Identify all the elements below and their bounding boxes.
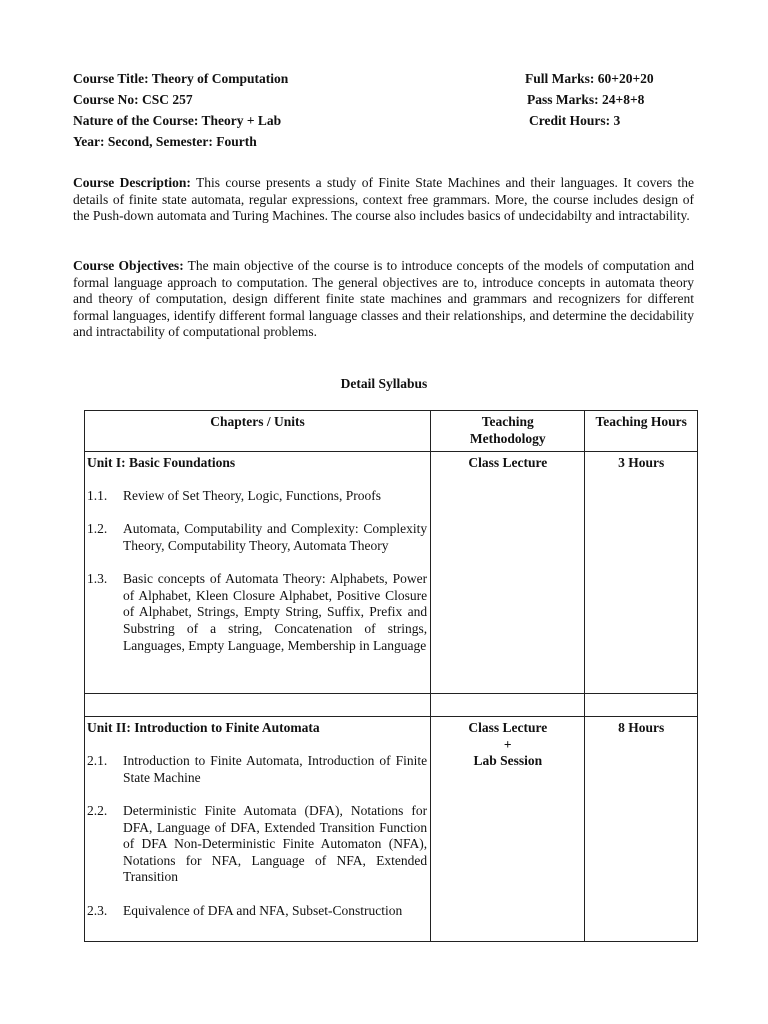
objectives-text: The main objective of the course is to introduce concepts of the models of computation and formal language approach to computation. The general objectives are to, introduce concepts in automata theory and theory of computation, design different finite state machines and grammars and recognizers for different formal languages, identify different formal language classes and their relationships, and determine the decidability and intractability of computational problems. bbox=[73, 258, 694, 340]
course-nature: Nature of the Course: Theory + Lab bbox=[73, 113, 282, 128]
full-marks: Full Marks: 60+20+20 bbox=[525, 71, 654, 86]
course-title: Course Title: Theory of Computation bbox=[73, 71, 289, 86]
item-text: Deterministic Finite Automata (DFA), Notations for DFA, Language of DFA, Extended Transition Function of DFA Non-Deterministic Finite Automaton (NFA), Notations for NFA, Language of NFA, Extended Transition bbox=[123, 802, 428, 885]
header-methodology-line2: Methodology bbox=[469, 430, 546, 446]
objectives-label: Course Objectives: bbox=[73, 258, 184, 273]
unit-2-methodology-line2: + bbox=[503, 736, 512, 752]
spacer-cell bbox=[585, 694, 698, 717]
unit-1-methodology-text: Class Lecture bbox=[468, 455, 548, 470]
item-number: 1.1. bbox=[87, 488, 108, 504]
unit-2-methodology-line3: Lab Session bbox=[473, 753, 543, 769]
unit-1-hours-text: 3 Hours bbox=[618, 455, 665, 470]
table-row bbox=[85, 452, 698, 694]
unit-2-title: Unit II: Introduction to Finite Automata bbox=[87, 720, 320, 735]
header-chapters-label: Chapters / Units bbox=[210, 414, 305, 429]
header-chapters bbox=[85, 411, 431, 452]
course-objectives bbox=[73, 258, 694, 341]
unit-2-hours-text: 8 Hours bbox=[618, 720, 665, 735]
item-number: 1.2. bbox=[87, 521, 108, 537]
detail-syllabus-title: Detail Syllabus bbox=[340, 376, 428, 391]
unit-2-methodology bbox=[431, 717, 585, 942]
unit-1-title: Unit I: Basic Foundations bbox=[87, 455, 236, 470]
description-text: This course presents a study of Finite State Machines and their languages. It covers the details of finite state automata, regular expressions, context free grammars. More, the course includes design of the Push-down automata and Turing Machines. The course also includes basics of undecidabilty and intractability. bbox=[73, 175, 694, 224]
spacer-cell bbox=[85, 694, 431, 717]
header-methodology bbox=[431, 411, 585, 452]
unit-2-hours bbox=[585, 717, 698, 942]
list-item bbox=[87, 521, 427, 554]
course-no: Course No: CSC 257 bbox=[73, 92, 193, 107]
item-text: Equivalence of DFA and NFA, Subset-Construction bbox=[123, 902, 403, 918]
description-label: Course Description: bbox=[73, 175, 191, 190]
item-text: Automata, Computability and Complexity: Complexity Theory, Computability Theory, Automata Theory bbox=[123, 521, 428, 553]
unit-1-content bbox=[85, 452, 431, 694]
unit-2-methodology-line1: Class Lecture bbox=[468, 720, 548, 735]
item-number: 2.2. bbox=[87, 802, 108, 818]
unit-2-content bbox=[85, 717, 431, 942]
item-number: 1.3. bbox=[87, 571, 108, 587]
item-text: Basic concepts of Automata Theory: Alphabets, Power of Alphabet, Kleen Closure Alphabet, Positive Closure of Alphabet, Strings, Empty String, Suffix, Prefix and Substring of a string, Concatenation of strings, Languages, Empty Language, Membership in Language bbox=[123, 571, 428, 653]
list-item bbox=[87, 903, 427, 920]
item-number: 2.1. bbox=[87, 753, 108, 769]
list-item bbox=[87, 571, 427, 654]
list-item bbox=[87, 753, 427, 786]
table-row bbox=[85, 717, 698, 942]
item-text: Review of Set Theory, Logic, Functions, Proofs bbox=[123, 488, 381, 504]
unit-1-methodology bbox=[431, 452, 585, 694]
list-item bbox=[87, 488, 427, 505]
header-row-4 bbox=[73, 134, 713, 151]
header-hours-label: Teaching Hours bbox=[595, 414, 687, 429]
course-description bbox=[73, 175, 694, 225]
table-header-row bbox=[85, 411, 698, 452]
header-methodology-line1: Teaching bbox=[481, 414, 534, 429]
item-number: 2.3. bbox=[87, 902, 108, 918]
spacer-row bbox=[85, 694, 698, 717]
header-row-2 bbox=[73, 92, 713, 109]
list-item bbox=[87, 803, 427, 886]
header-hours bbox=[585, 411, 698, 452]
credit-hours: Credit Hours: 3 bbox=[529, 113, 621, 128]
unit-1-hours bbox=[585, 452, 698, 694]
header-row-1 bbox=[73, 71, 713, 88]
pass-marks: Pass Marks: 24+8+8 bbox=[527, 92, 645, 107]
course-year: Year: Second, Semester: Fourth bbox=[73, 134, 257, 149]
syllabus-table bbox=[84, 410, 698, 942]
item-text: Introduction to Finite Automata, Introduction of Finite State Machine bbox=[123, 753, 428, 785]
header-row-3 bbox=[73, 113, 713, 130]
spacer-cell bbox=[431, 694, 585, 717]
